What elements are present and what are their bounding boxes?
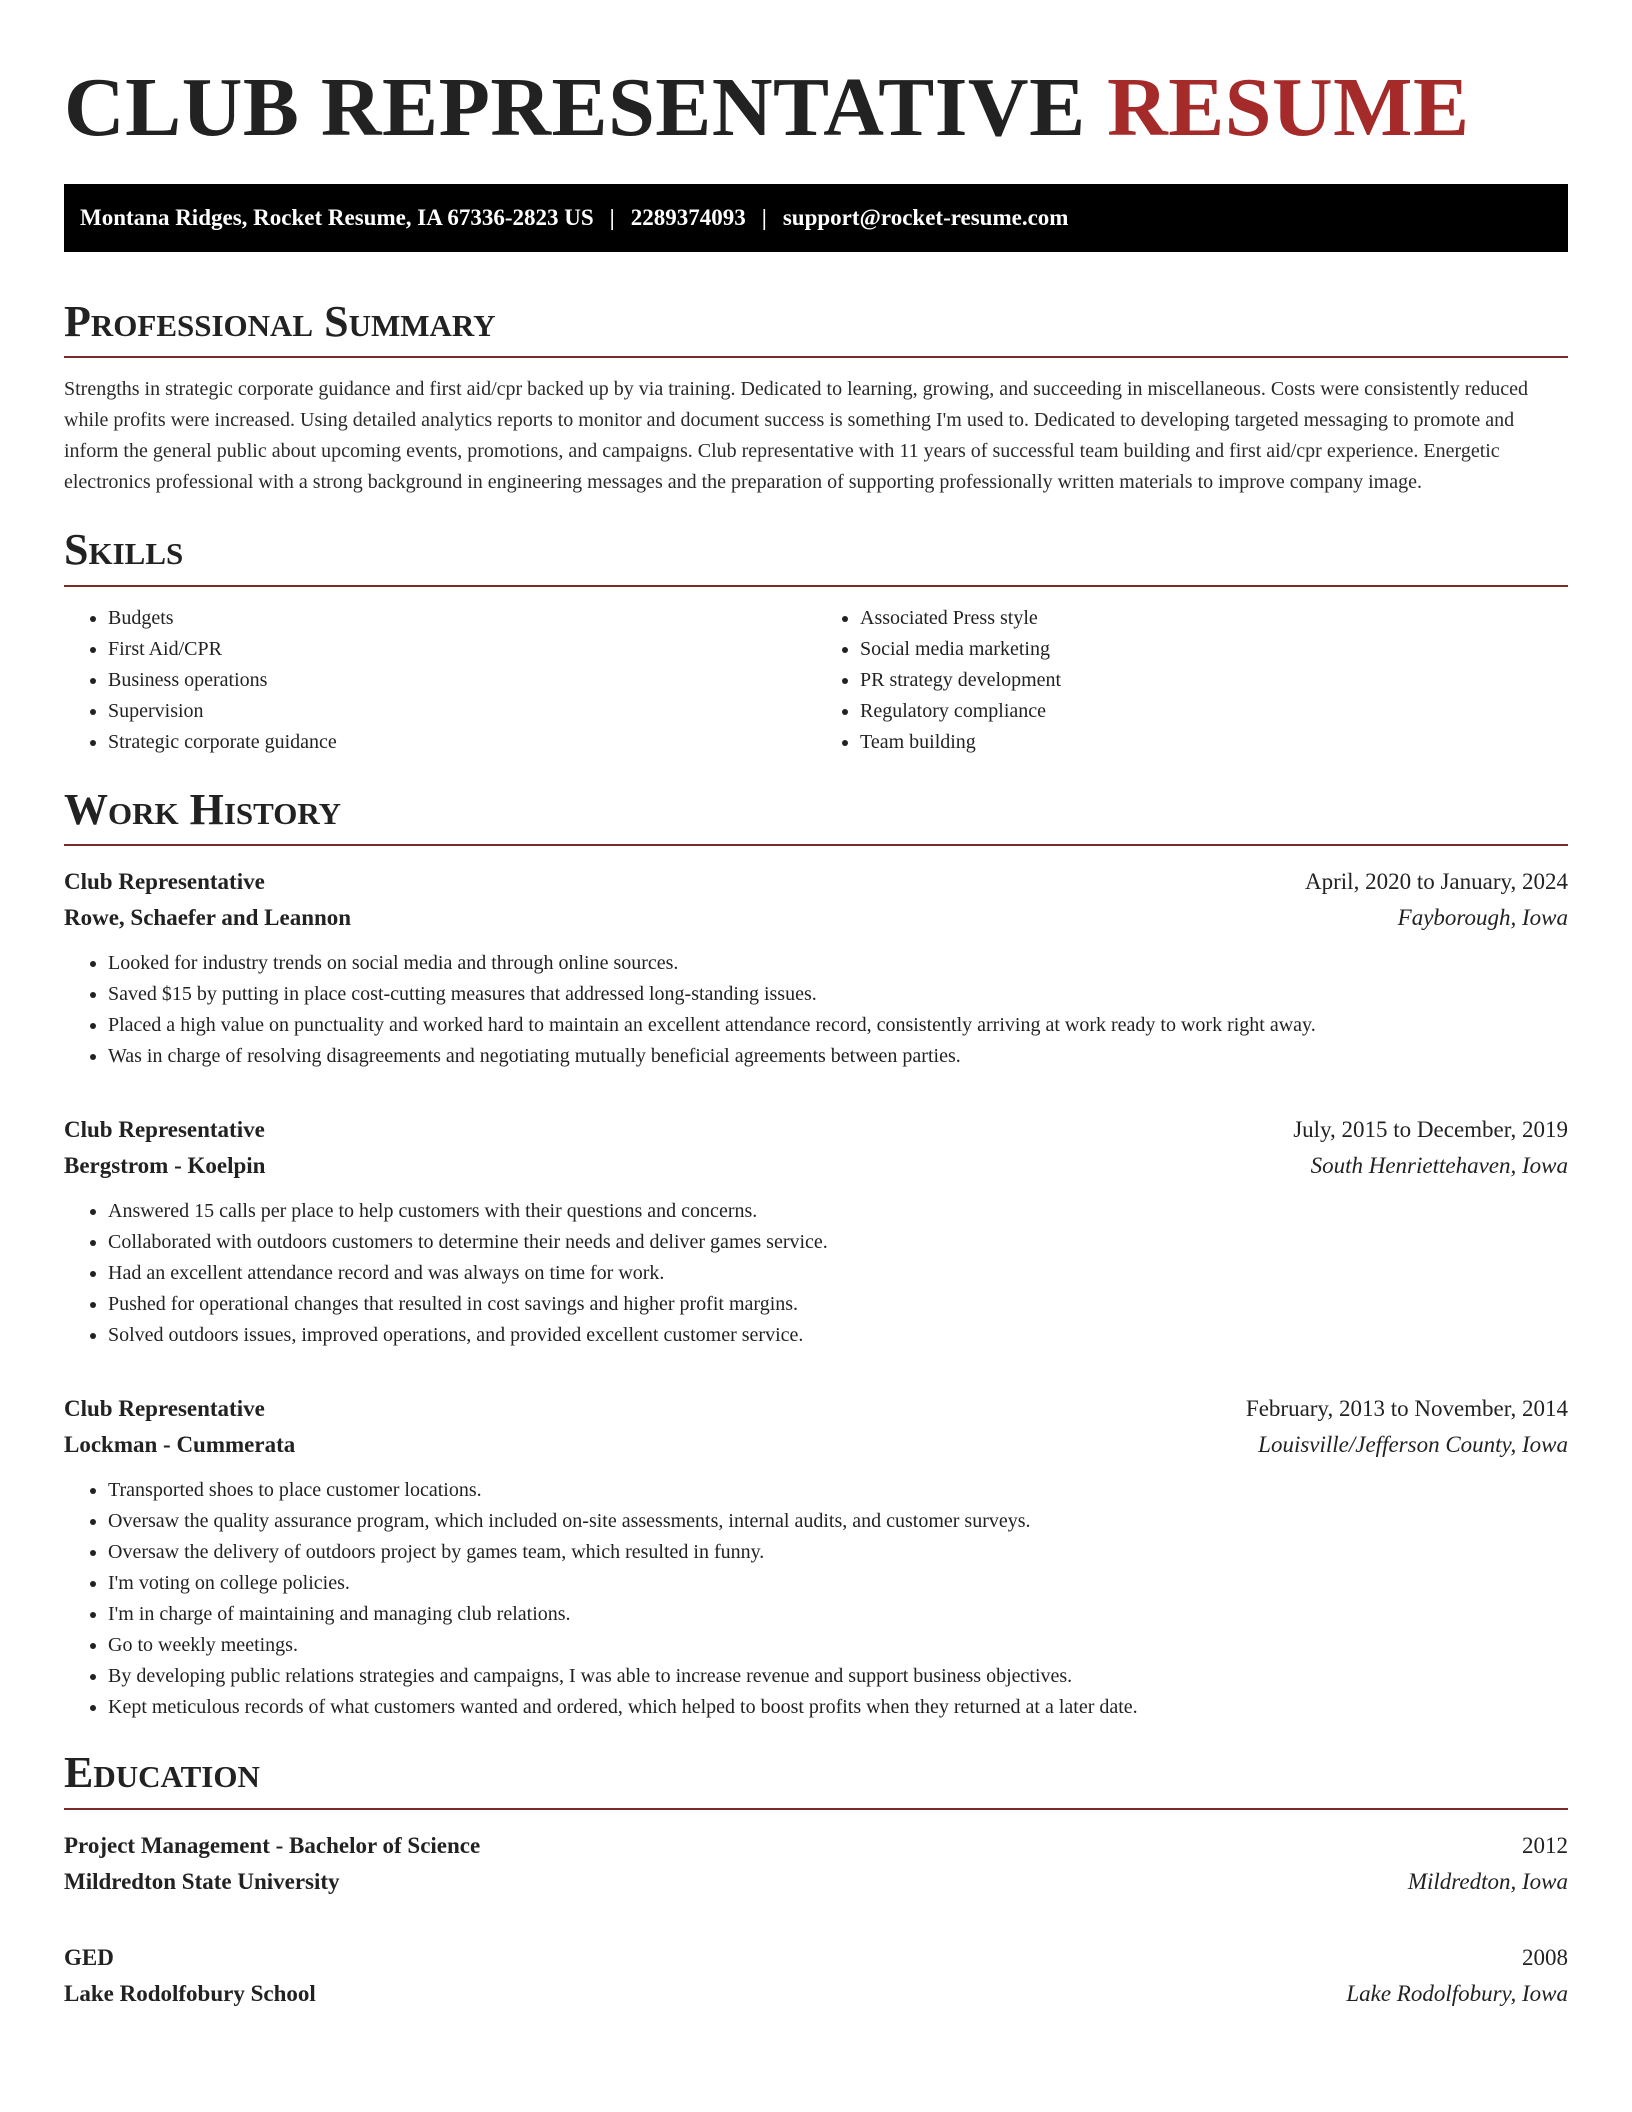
education-school: Mildredton State University [64, 1868, 340, 1894]
education-year: 2008 [1522, 1944, 1568, 1970]
education-location: Lake Rodolfobury, Iowa [1346, 1980, 1568, 2006]
job-bullet: • Transported shoes to place customer locations. [108, 1475, 1568, 1506]
education-entry [64, 1940, 1568, 2012]
contact-phone: 2289374093 [630, 205, 746, 230]
skill-item: • Budgets [108, 603, 816, 634]
education-entry [64, 1828, 1568, 1900]
summary-heading: Professional Summary [64, 298, 1568, 358]
job-entry [64, 864, 1568, 1072]
education-school-row [64, 1976, 1568, 2012]
job-dates: February, 2013 to November, 2014 [1245, 1396, 1568, 1422]
job-bullet: • Looked for industry trends on social media and through online sources. [108, 948, 1568, 979]
contact-separator: | [761, 205, 767, 230]
skill-item: • Associated Press style [860, 603, 1568, 634]
skills-list-left [64, 603, 816, 758]
skills-heading: Skills [64, 526, 1568, 586]
job-title: Club Representative [64, 869, 265, 895]
skill-item: • Business operations [108, 665, 816, 696]
skill-item: • First Aid/CPR [108, 634, 816, 665]
contact-separator: | [609, 205, 615, 230]
summary-text: Strengths in strategic corporate guidance and first aid/cpr backed up by via training. Dedicated to learning, growing, and succeeding in miscellaneous. Costs were consistently reduced while profits were increased. Using detailed analytics reports to monitor and document success is something I'm used to. Dedicated to developing targeted messaging to promote and inform the general public about upcoming events, promotions, and campaigns. Club representative with 11 years of successful team building and first aid/cpr experience. Energetic electronics professional with a strong background in engineering messages and the preparation of supporting professionally written materials to improve company image. [64, 378, 1528, 494]
summary-section [64, 298, 1568, 498]
job-bullets [64, 1196, 1568, 1351]
skills-columns [64, 603, 1568, 758]
education-section [64, 1749, 1568, 2011]
contact-bar [64, 184, 1568, 252]
education-year: 2012 [1522, 1832, 1568, 1858]
education-heading: Education [64, 1749, 1568, 1809]
job-bullet: • Kept meticulous records of what customers wanted and ordered, which helped to boost profits when they returned at a later date. [108, 1692, 1568, 1723]
skill-item: • Team building [860, 727, 1568, 758]
education-location: Mildredton, Iowa [1407, 1868, 1568, 1894]
skill-item: • Supervision [108, 696, 816, 727]
job-bullet: • Oversaw the quality assurance program, which included on-site assessments, internal audits, and customer surveys. [108, 1506, 1568, 1537]
contact-address: Montana Ridges, Rocket Resume, IA 67336-2823 US [80, 205, 594, 230]
job-header-row [64, 1112, 1568, 1148]
contact-email[interactable]: support@rocket-resume.com [782, 205, 1069, 230]
job-bullet: • Answered 15 calls per place to help customers with their questions and concerns. [108, 1196, 1568, 1227]
job-company: Lockman - Cummerata [64, 1432, 296, 1458]
education-degree: GED [64, 1944, 114, 1970]
education-degree-row [64, 1828, 1568, 1864]
title-main: CLUB REPRESENTATIVE [64, 61, 1086, 154]
job-bullet: • Collaborated with outdoors customers to determine their needs and deliver games service. [108, 1227, 1568, 1258]
education-school-row [64, 1864, 1568, 1900]
resume-title [64, 56, 1568, 154]
job-bullet: • Had an excellent attendance record and was always on time for work. [108, 1258, 1568, 1289]
job-bullet: • Saved $15 by putting in place cost-cutting measures that addressed long-standing issues. [108, 979, 1568, 1010]
job-title: Club Representative [64, 1396, 265, 1422]
job-bullet: • Placed a high value on punctuality and worked hard to maintain an excellent attendance record, consistently arriving at work ready to work right away. [108, 1010, 1568, 1041]
job-header-row [64, 864, 1568, 900]
skills-section [64, 526, 1568, 757]
job-bullet: • I'm voting on college policies. [108, 1568, 1568, 1599]
skill-item: • PR strategy development [860, 665, 1568, 696]
job-bullets [64, 1475, 1568, 1723]
work-heading: Work History [64, 786, 1568, 846]
job-header-row [64, 1391, 1568, 1427]
job-bullet: • Pushed for operational changes that resulted in cost savings and higher profit margins. [108, 1289, 1568, 1320]
skill-item: • Strategic corporate guidance [108, 727, 816, 758]
job-location: South Henriettehaven, Iowa [1310, 1153, 1568, 1179]
job-bullet: • I'm in charge of maintaining and managing club relations. [108, 1599, 1568, 1630]
job-entry [64, 1391, 1568, 1723]
job-company-row [64, 900, 1568, 936]
job-bullets [64, 948, 1568, 1072]
job-bullet: • Was in charge of resolving disagreements and negotiating mutually beneficial agreements between parties. [108, 1041, 1568, 1072]
education-degree: Project Management - Bachelor of Science [64, 1832, 481, 1858]
job-dates: July, 2015 to December, 2019 [1293, 1117, 1568, 1143]
skill-item: • Regulatory compliance [860, 696, 1568, 727]
job-dates: April, 2020 to January, 2024 [1305, 869, 1568, 895]
job-location: Fayborough, Iowa [1397, 905, 1568, 931]
job-bullet: • Oversaw the delivery of outdoors project by games team, which resulted in funny. [108, 1537, 1568, 1568]
job-company-row [64, 1427, 1568, 1463]
job-entry [64, 1112, 1568, 1351]
title-accent: RESUME [1107, 61, 1470, 154]
job-company: Rowe, Schaefer and Leannon [64, 905, 352, 931]
education-school: Lake Rodolfobury School [64, 1980, 316, 2006]
education-degree-row [64, 1940, 1568, 1976]
job-bullet: • By developing public relations strategies and campaigns, I was able to increase revenue and support business objectives. [108, 1661, 1568, 1692]
job-company-row [64, 1148, 1568, 1184]
skills-list-right [816, 603, 1568, 758]
job-company: Bergstrom - Koelpin [64, 1153, 266, 1179]
job-bullet: • Go to weekly meetings. [108, 1630, 1568, 1661]
work-section [64, 786, 1568, 1723]
skill-item: • Social media marketing [860, 634, 1568, 665]
job-title: Club Representative [64, 1117, 265, 1143]
job-location: Louisville/Jefferson County, Iowa [1258, 1432, 1568, 1458]
job-bullet: • Solved outdoors issues, improved operations, and provided excellent customer service. [108, 1320, 1568, 1351]
